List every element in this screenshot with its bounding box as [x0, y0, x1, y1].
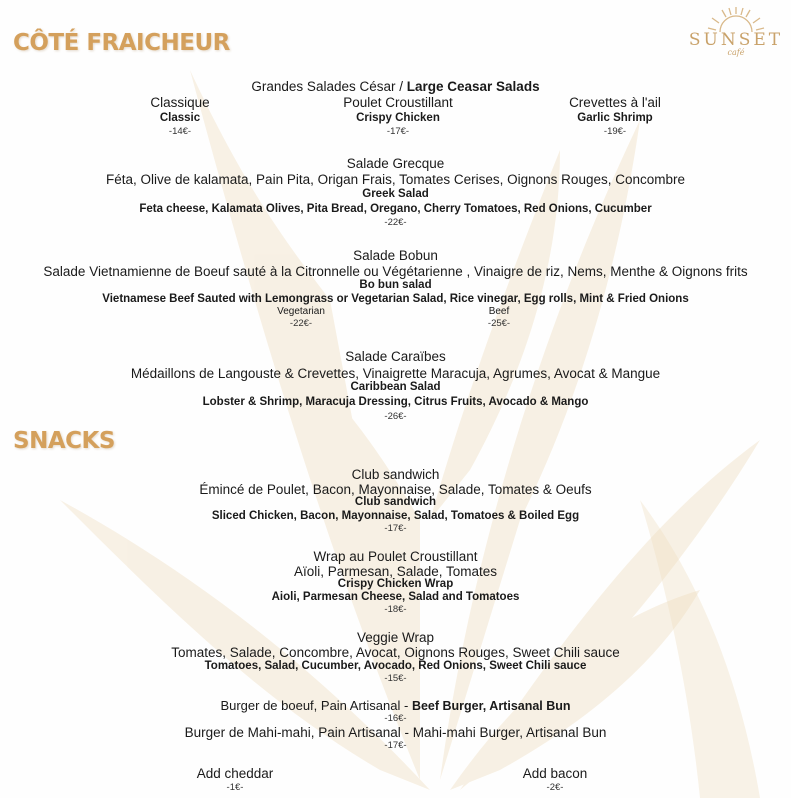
- wrap-desc-en: Aioli, Parmesan Cheese, Salad and Tomatoes: [271, 591, 520, 603]
- extra-option: [165, 766, 305, 793]
- cesar-option-price: -14€-: [168, 126, 192, 137]
- bobun-option-price: -22€-: [289, 318, 313, 329]
- caribbean-price: -26€-: [384, 411, 407, 422]
- wrap-desc-fr: Aïoli, Parmesan, Salade, Tomates: [293, 564, 498, 579]
- extra-price: -2€-: [546, 782, 564, 793]
- club-desc-fr: Émincé de Poulet, Bacon, Mayonnaise, Salade, Tomates & Oeufs: [199, 482, 592, 497]
- cesar-option-price: -19€-: [603, 126, 627, 137]
- club-desc-en: Sliced Chicken, Bacon, Mayonnaise, Salad, Tomatoes & Boiled Egg: [211, 510, 580, 522]
- caribbean-name-fr: Salade Caraïbes: [345, 349, 446, 364]
- bobun-option-label: Beef: [488, 306, 510, 317]
- cesar-option: [100, 95, 260, 137]
- cesar-option: [318, 95, 478, 137]
- greek-desc-en: Feta cheese, Kalamata Olives, Pita Bread, Oregano, Cherry Tomatoes, Red Onions, Cucumber: [139, 203, 652, 215]
- burger-line: [0, 698, 791, 713]
- cesar-title-fr: Grandes Salades César /: [251, 79, 407, 94]
- cesar-option-fr: Crevettes à l'ail: [569, 95, 661, 110]
- cesar-option: [535, 95, 695, 137]
- extra-option: [485, 766, 625, 793]
- club-price: -17€-: [384, 523, 407, 534]
- burger-fr: Burger de boeuf, Pain Artisanal -: [220, 698, 412, 713]
- cesar-option-fr: Poulet Croustillant: [343, 95, 453, 110]
- bobun-desc-fr: Salade Vietnamienne de Boeuf sauté à la Citronnelle ou Végétarienne , Vinaigre de riz, Nems, Menthe & Oignons frits: [43, 264, 748, 279]
- burger-en: Beef Burger, Artisanal Bun: [411, 699, 571, 713]
- wrap-name-fr: Wrap au Poulet Croustillant: [313, 549, 478, 564]
- wrap-price: -18€-: [384, 604, 407, 615]
- cesar-title: [0, 79, 791, 94]
- greek-name-en: Greek Salad: [362, 188, 429, 200]
- cesar-option-fr: Classique: [150, 95, 210, 110]
- extra-price: -1€-: [226, 782, 244, 793]
- mahi-burger-price: -17€-: [384, 740, 407, 751]
- bobun-option: [449, 306, 549, 329]
- bobun-name-fr: Salade Bobun: [353, 248, 438, 263]
- caribbean-desc-fr: Médaillons de Langouste & Crevettes, Vinaigrette Maracuja, Agrumes, Avocat & Mangue: [130, 366, 661, 381]
- caribbean-desc-en: Lobster & Shrimp, Maracuja Dressing, Citrus Fruits, Avocado & Mango: [202, 396, 589, 408]
- burger-price: -16€-: [384, 713, 407, 724]
- extra-label: Add cheddar: [196, 766, 274, 781]
- caribbean-name-en: Caribbean Salad: [350, 381, 441, 393]
- bobun-option-label: Vegetarian: [277, 306, 325, 317]
- bobun-option-price: -25€-: [487, 318, 511, 329]
- sunset-cafe-logo: [686, 6, 786, 60]
- cesar-option-en: Garlic Shrimp: [577, 112, 653, 124]
- logo-brand-name: SUNSET: [688, 30, 784, 50]
- greek-price: -22€-: [384, 217, 407, 228]
- cesar-title-en: Large Ceasar Salads: [406, 79, 540, 94]
- logo-subtitle: café: [727, 48, 745, 57]
- veggie-name-fr: Veggie Wrap: [356, 630, 435, 645]
- cesar-option-en: Crispy Chicken: [356, 112, 440, 124]
- extra-label: Add bacon: [522, 766, 588, 781]
- veggie-price: -15€-: [384, 673, 407, 684]
- mahi-burger-text: Burger de Mahi-mahi, Pain Artisanal - Mahi-mahi Burger, Artisanal Bun: [184, 725, 607, 740]
- wrap-name-en: Crispy Chicken Wrap: [337, 578, 454, 590]
- bobun-option: [251, 306, 351, 329]
- cesar-option-price: -17€-: [386, 126, 410, 137]
- veggie-desc-fr: Tomates, Salade, Concombre, Avocat, Oignons Rouges, Sweet Chili sauce: [171, 645, 620, 660]
- greek-name-fr: Salade Grecque: [346, 156, 445, 171]
- cesar-option-en: Classic: [159, 112, 201, 124]
- section-title-fraicheur: CÔTÉ FRAICHEUR: [13, 30, 230, 56]
- bobun-desc-en: Vietnamese Beef Sauted with Lemongrass or Vegetarian Salad, Rice vinegar, Egg rolls, Mint & Fried Onions: [102, 293, 689, 305]
- club-name-en: Club sandwich: [354, 496, 437, 508]
- bobun-name-en: Bo bun salad: [359, 279, 432, 291]
- club-name-fr: Club sandwich: [351, 467, 440, 482]
- veggie-desc-en: Tomatoes, Salad, Cucumber, Avocado, Red Onions, Sweet Chili sauce: [204, 660, 587, 672]
- section-title-snacks: SNACKS: [13, 428, 115, 454]
- greek-desc-fr: Féta, Olive de kalamata, Pain Pita, Origan Frais, Tomates Cerises, Oignons Rouges, Concombre: [105, 172, 685, 187]
